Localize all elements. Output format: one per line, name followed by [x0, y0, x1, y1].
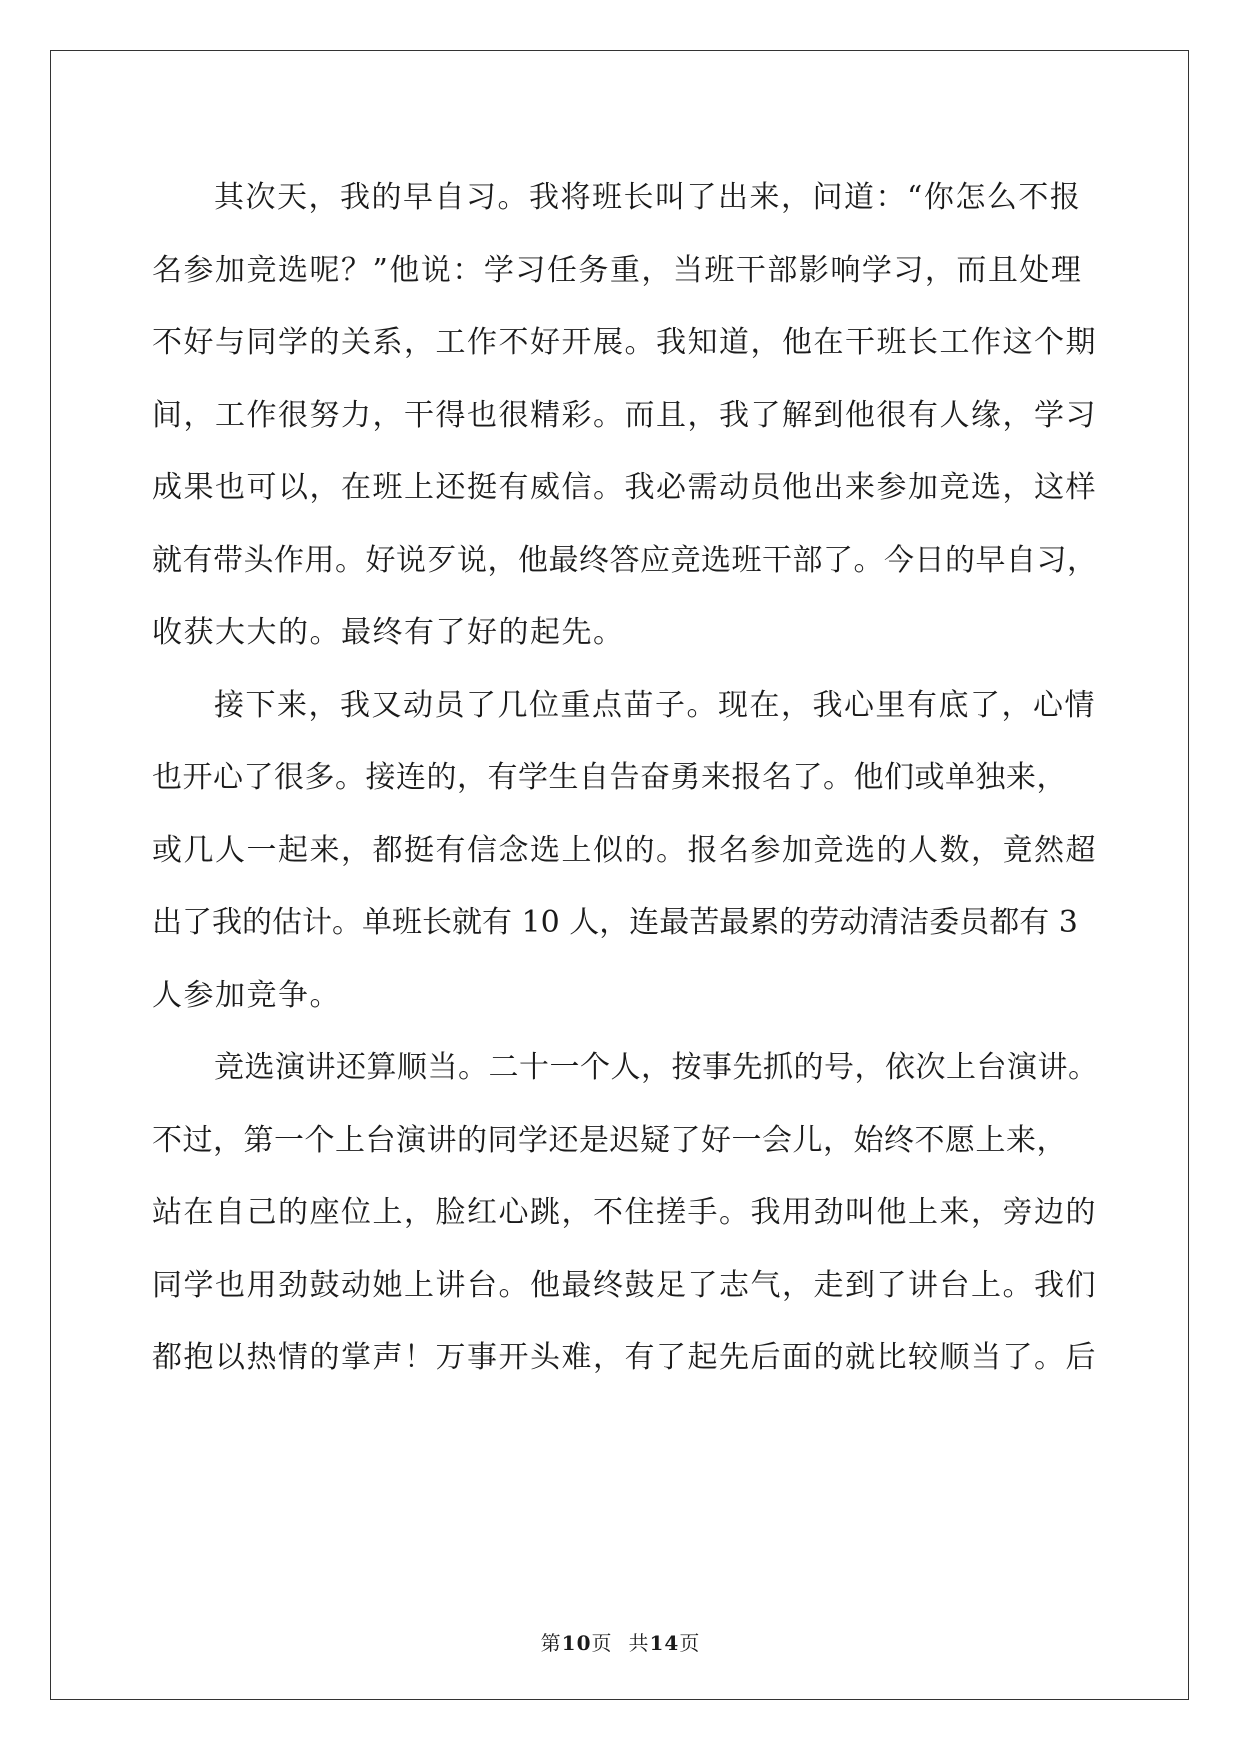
- text-line: 其次天，我的早自习。我将班长叫了出来，问道：“你怎么不报: [214, 180, 1082, 215]
- page-current: 10: [561, 1631, 592, 1655]
- text-line: 竞选演讲还算顺当。二十一个人，按事先抓的号，依次上台演讲。: [214, 1050, 1099, 1085]
- text-line: 接下来，我又动员了几位重点苗子。现在，我心里有底了，心情: [214, 687, 1096, 723]
- text-line: 也开心了很多。接连的，有学生自告奋勇来报名了。他们或单独来，: [152, 760, 1067, 795]
- total-suffix: 页: [679, 1631, 701, 1655]
- text-line: 都抱以热情的掌声！万事开头难，有了起先后面的就比较顺当了。后: [152, 1340, 1097, 1375]
- page-prefix: 第: [540, 1631, 562, 1655]
- page-suffix: 页: [591, 1631, 613, 1655]
- text-line: 同学也用劲鼓动她上讲台。他最终鼓足了志气，走到了讲台上。我们: [152, 1267, 1097, 1303]
- page-total: 14: [649, 1631, 680, 1655]
- total-prefix: 共: [628, 1631, 650, 1655]
- text-line: 出了我的估计。单班长就有 10 人，连最苦最累的劳动清洁委员都有 3: [152, 905, 1078, 940]
- text-line: 人参加竞争。: [152, 977, 341, 1013]
- text-line: 就有带头作用。好说歹说，他最终答应竞选班干部了。今日的早自习，: [152, 542, 1098, 578]
- text-line: 成果也可以，在班上还挺有威信。我必需动员他出来参加竞选，这样: [152, 470, 1097, 505]
- paragraph-3: [152, 1032, 1099, 1395]
- paragraph-1: [152, 162, 1098, 670]
- text-line: 不过，第一个上台演讲的同学还是迟疑了好一会儿，始终不愿上来，: [152, 1122, 1067, 1158]
- text-line: 不好与同学的关系，工作不好开展。我知道，他在干班长工作这个期: [152, 325, 1097, 360]
- text-line: 收获大大的。最终有了好的起先。: [152, 615, 625, 650]
- document-body: [152, 162, 1099, 1395]
- paragraph-2: [152, 670, 1097, 1033]
- text-line: 或几人一起来，都挺有信念选上似的。报名参加竞选的人数，竟然超: [152, 832, 1097, 868]
- page-footer: [0, 1627, 1241, 1656]
- text-line: 名参加竞选呢？”他说：学习任务重，当班干部影响学习，而且处理: [152, 252, 1083, 288]
- text-line: 站在自己的座位上，脸红心跳，不住搓手。我用劲叫他上来，旁边的: [152, 1195, 1097, 1230]
- text-line: 间，工作很努力，干得也很精彩。而且，我了解到他很有人缘，学习: [152, 397, 1097, 433]
